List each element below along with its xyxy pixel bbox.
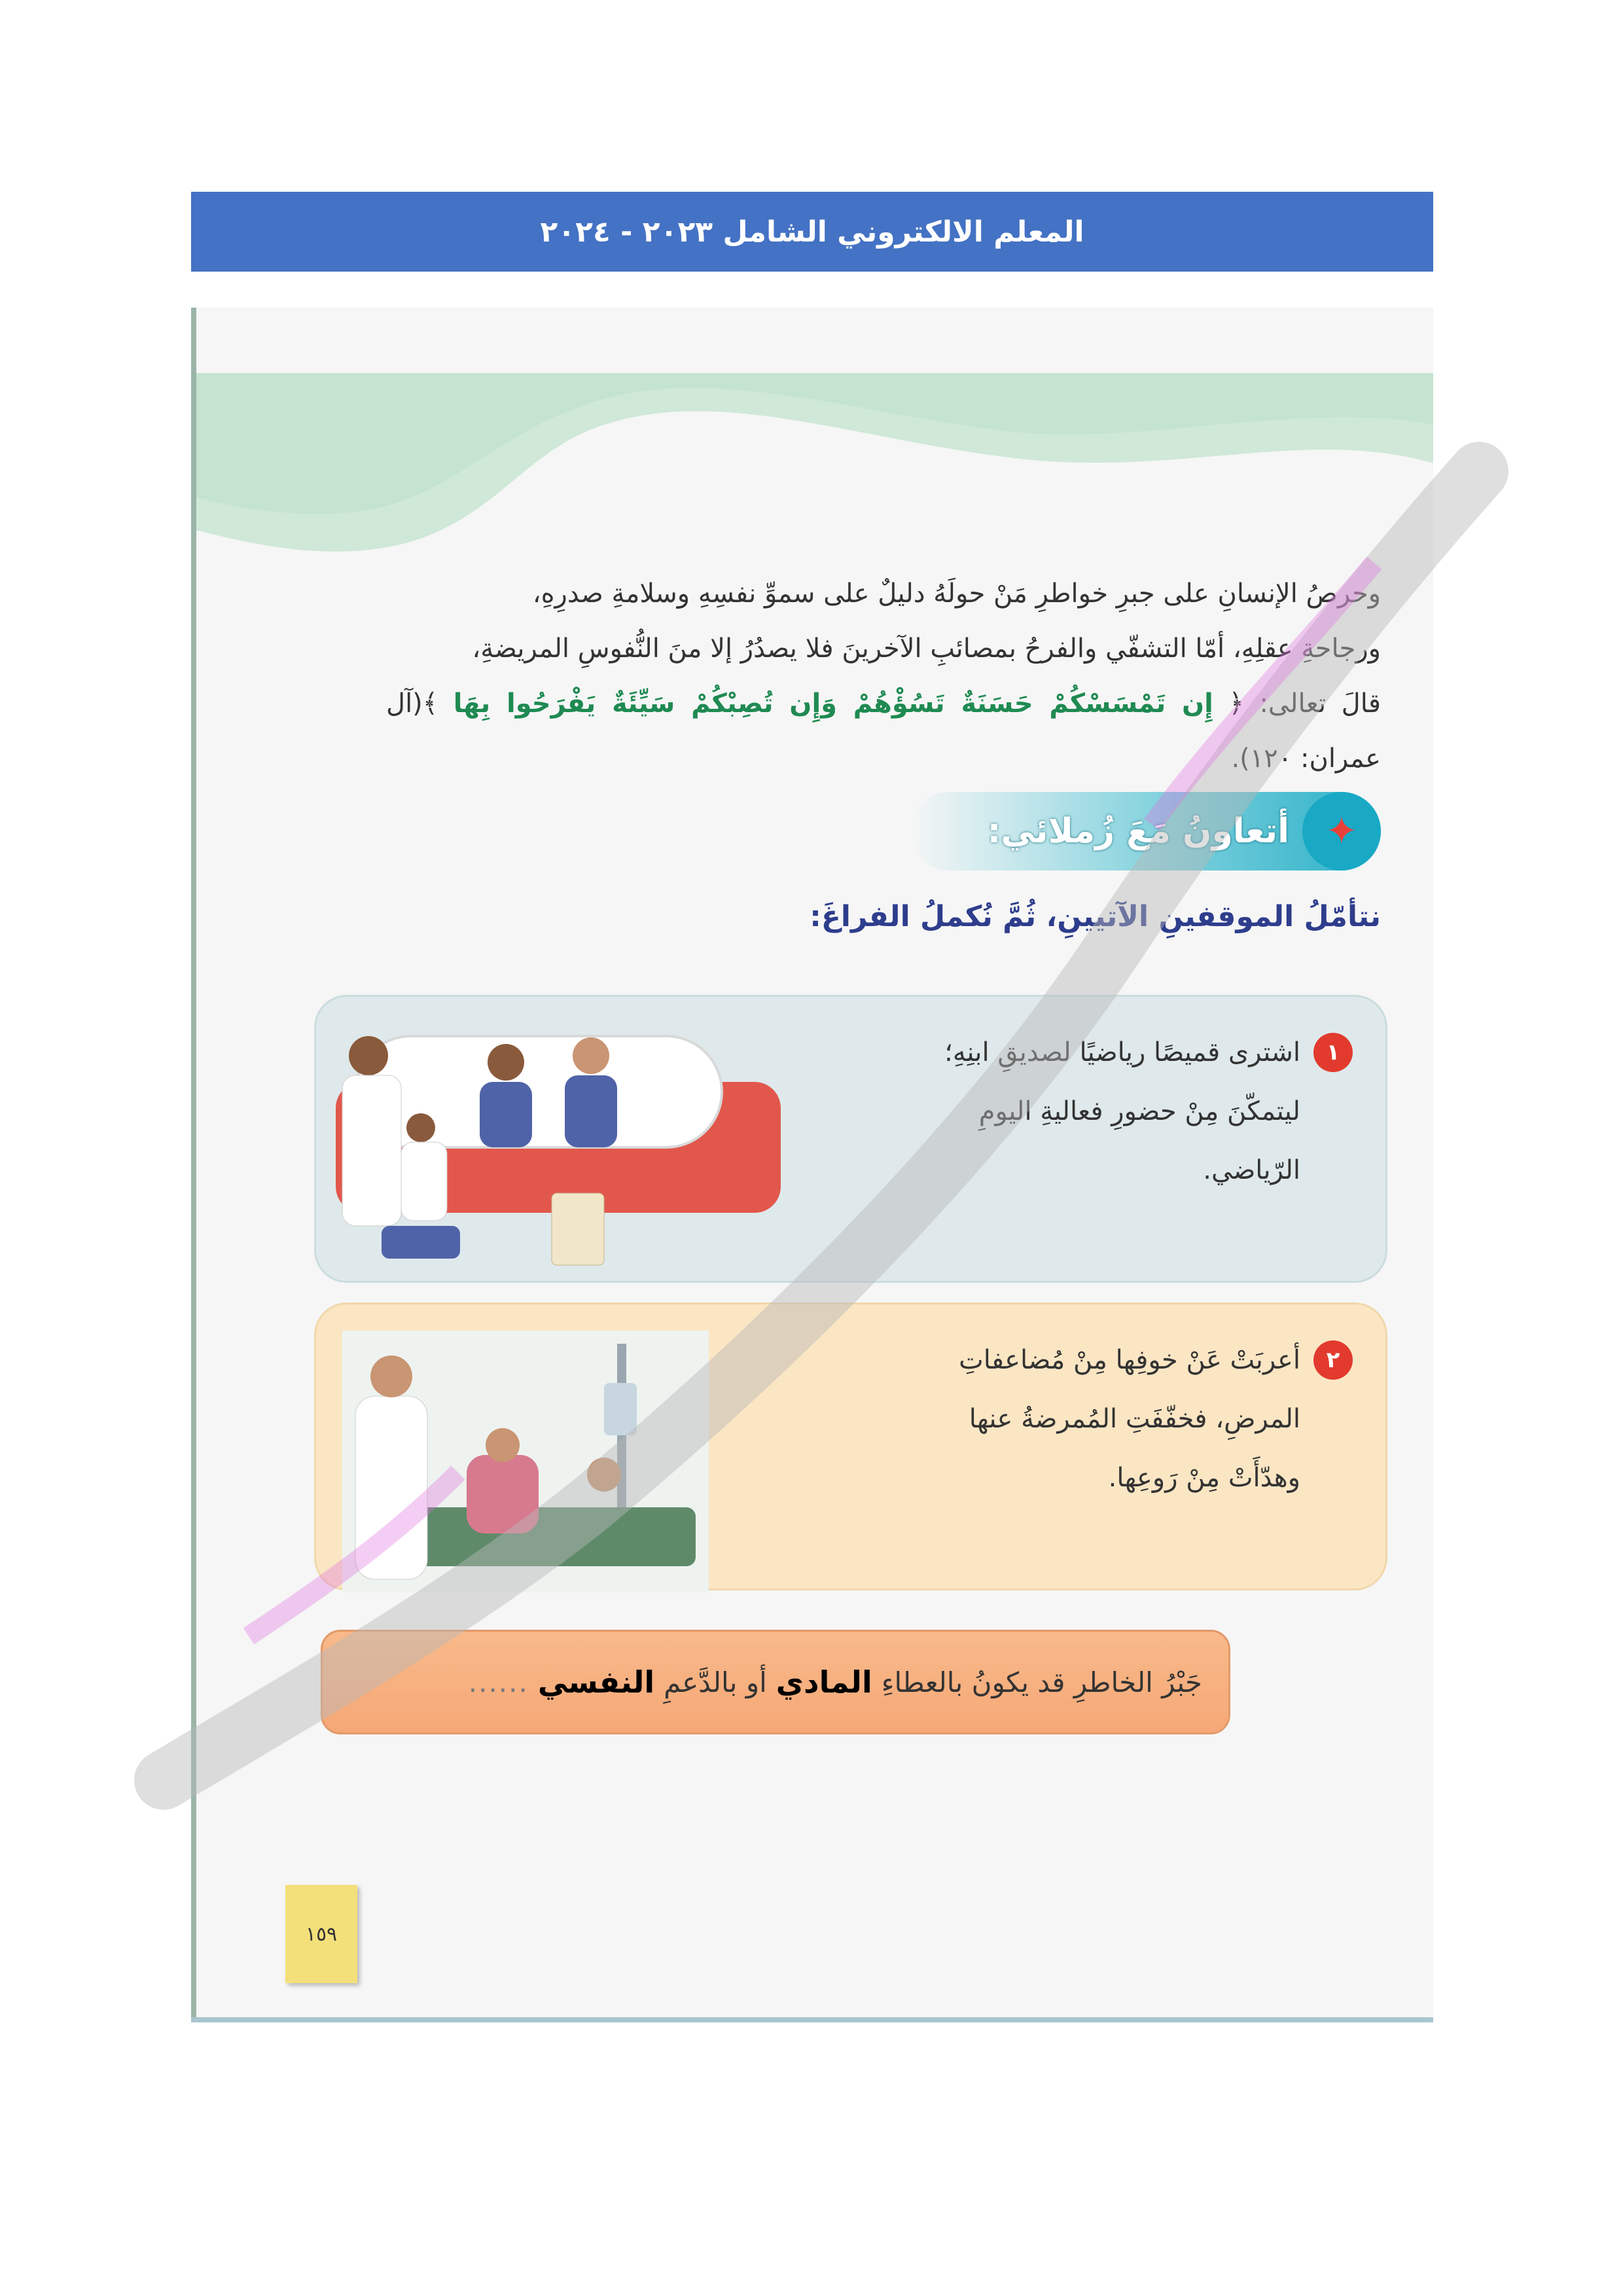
- instruction-text: نتأمّلُ الموقفينِ الآتيينِ، ثُمَّ نُكملُ الفراغَ:: [810, 900, 1381, 933]
- answer-psychological: النفسي: [537, 1664, 655, 1700]
- blank-dots: ......: [468, 1666, 529, 1698]
- puzzle-icon: ✦: [1302, 792, 1381, 870]
- fill-prefix: جَبْرُ الخاطرِ قد يكونُ بالعطاءِ: [881, 1666, 1202, 1698]
- illustration-hospital-scene: [316, 1304, 787, 1592]
- card-text: أعربَتْ عَنْ خوفِها مِنْ مُضاعفاتِ المرضِ، فخفّفَتِ المُمرضةُ عنها وهدّأَتْ مِنْ رَوعِها.: [959, 1345, 1300, 1493]
- activity-title: أتعاونُ مَعَ زُملائي:: [987, 812, 1289, 851]
- verse-intro: قالَ تعالى: ﴿: [1228, 689, 1382, 719]
- intro-line-1: وحرصُ الإنسانِ على جبرِ خواطرِ مَنْ حولَهُ دليلٌ على سموِّ نفسِهِ وسلامةِ صدرِهِ،: [532, 579, 1381, 609]
- intro-paragraph: [386, 566, 1381, 786]
- card-number-badge: ٢: [1313, 1340, 1353, 1380]
- situation-card-1: [314, 995, 1387, 1283]
- fill-in-sentence: [321, 1630, 1230, 1734]
- situation-card-2: [314, 1302, 1387, 1590]
- page-bottom-border: [191, 2017, 1433, 2022]
- intro-line-3: [386, 676, 1381, 786]
- fill-middle: أو بالدَّعمِ: [664, 1666, 767, 1698]
- quran-verse: إِن تَمْسَسْكُمْ حَسَنَةٌ تَسُؤْهُمْ وَإِن تُصِبْكُمْ سَيِّئَةٌ يَفْرَحُوا بِهَا: [453, 689, 1213, 719]
- page-number: ١٥٩: [285, 1885, 357, 1983]
- card-number-badge: ١: [1313, 1033, 1353, 1072]
- illustration-gift-scene: [316, 997, 787, 1285]
- banner-title: المعلم الالكتروني الشامل ٢٠٢٣ - ٢٠٢٤: [540, 215, 1084, 249]
- intro-line-2: ورجاحةِ عقلِهِ، أمّا التشفّي والفرحُ بمصائبِ الآخرينَ فلا يصدُرُ إلا منَ النُّفوسِ المريضةِ،: [472, 634, 1381, 664]
- verse-reference: ﴾(آل عمران: ١٢٠).: [386, 689, 1381, 774]
- card-text: اشترى قميصًا رياضيًا لصديقِ ابنِهِ؛ ليتمكّنَ مِنْ حضورِ فعاليةِ اليومِ الرّياضي.: [944, 1037, 1300, 1185]
- decorative-wave: [196, 347, 1433, 596]
- answer-material: المادي: [776, 1664, 872, 1700]
- activity-header: [910, 792, 1381, 870]
- textbook-page: [191, 308, 1433, 2020]
- header-banner: [191, 192, 1433, 272]
